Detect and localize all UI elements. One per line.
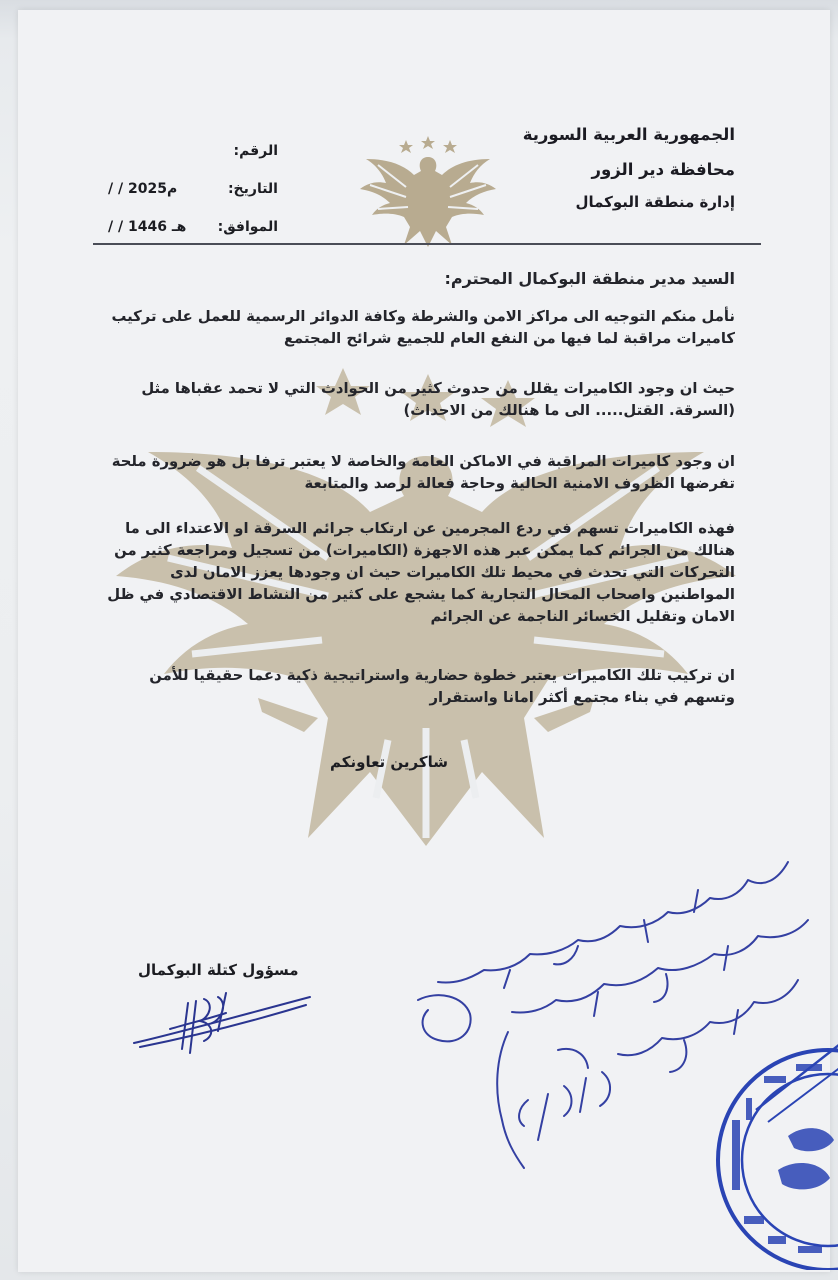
eagle-emblem-icon <box>348 135 508 250</box>
paragraph-2: حيث ان وجود الكاميرات يقلل من حدوث كثير من الحوادث التي لا تحمد عقباها مثل (السرقة. القتل..... الى ما هنالك من الاحداث) <box>141 380 735 419</box>
paragraph-1: نأمل منكم التوجيه الى مراكز الامن والشرطة وكافة الدوائر الرسمية للعمل على تركيب كاميرات مراقبة لما فيها من النفع العام للجميع شرائح المجتمع <box>111 308 735 347</box>
governorate-name: محافظة دير الزور <box>591 160 735 179</box>
country-name: الجمهورية العربية السورية <box>522 125 735 144</box>
salutation: السيد مدير منطقة البوكمال المحترم: <box>444 269 735 288</box>
date-label: التاريخ: <box>227 181 278 197</box>
administration-name: إدارة منطقة البوكمال <box>575 193 735 211</box>
header-divider <box>93 243 761 245</box>
paragraph-3: ان وجود كاميرات المراقبة في الاماكن العامة والخاصة لا يعتبر ترفا بل هو ضرورة ملحة تفرضها الظروف الامنية الحالية وحاجة فعالة لرصد والمتابعة <box>111 453 735 492</box>
hijri-label: الموافق: <box>217 219 278 235</box>
hijri-value: / / 1446 هـ <box>108 219 187 235</box>
number-label: الرقم: <box>233 143 278 159</box>
closing-text: شاكرين تعاونكم <box>330 753 448 771</box>
letterhead-organization <box>523 125 735 211</box>
paragraph-5: ان تركيب تلك الكاميرات يعتبر خطوة حضارية واستراتيجية ذكية دعما حقيقيا للأمن وتسهم في بناء مجتمع أكثر امانا واستقرار <box>149 667 735 706</box>
date-value: / / 2025م <box>108 181 178 197</box>
document-page <box>18 10 830 1272</box>
letterhead-reference <box>108 143 278 257</box>
date-row <box>108 181 278 219</box>
hijri-row <box>108 219 278 257</box>
signer-title: مسؤول كتلة البوكمال <box>138 961 299 979</box>
paragraph-4: فهذه الكاميرات تسهم في ردع المجرمين عن ارتكاب جرائم السرقة او الاعتداء الى ما هنالك من الجرائم كما يمكن عبر هذه الاجهزة (الكاميرات) من تسجيل ومراجعة كثير من التحركات التي تحدث في محيط تلك الكاميرات حيث ان وجودها يعزز الامان لدى المواطنين واصحاب المحال التجارية كما يشجع على كثير من النشاط الاقتصادي في ظل الامان وتقليل الخسائر الناجمة عن الجرائم <box>107 520 735 625</box>
number-row <box>108 143 278 181</box>
signature-icon <box>130 983 320 1063</box>
official-stamp-icon <box>708 1040 838 1270</box>
